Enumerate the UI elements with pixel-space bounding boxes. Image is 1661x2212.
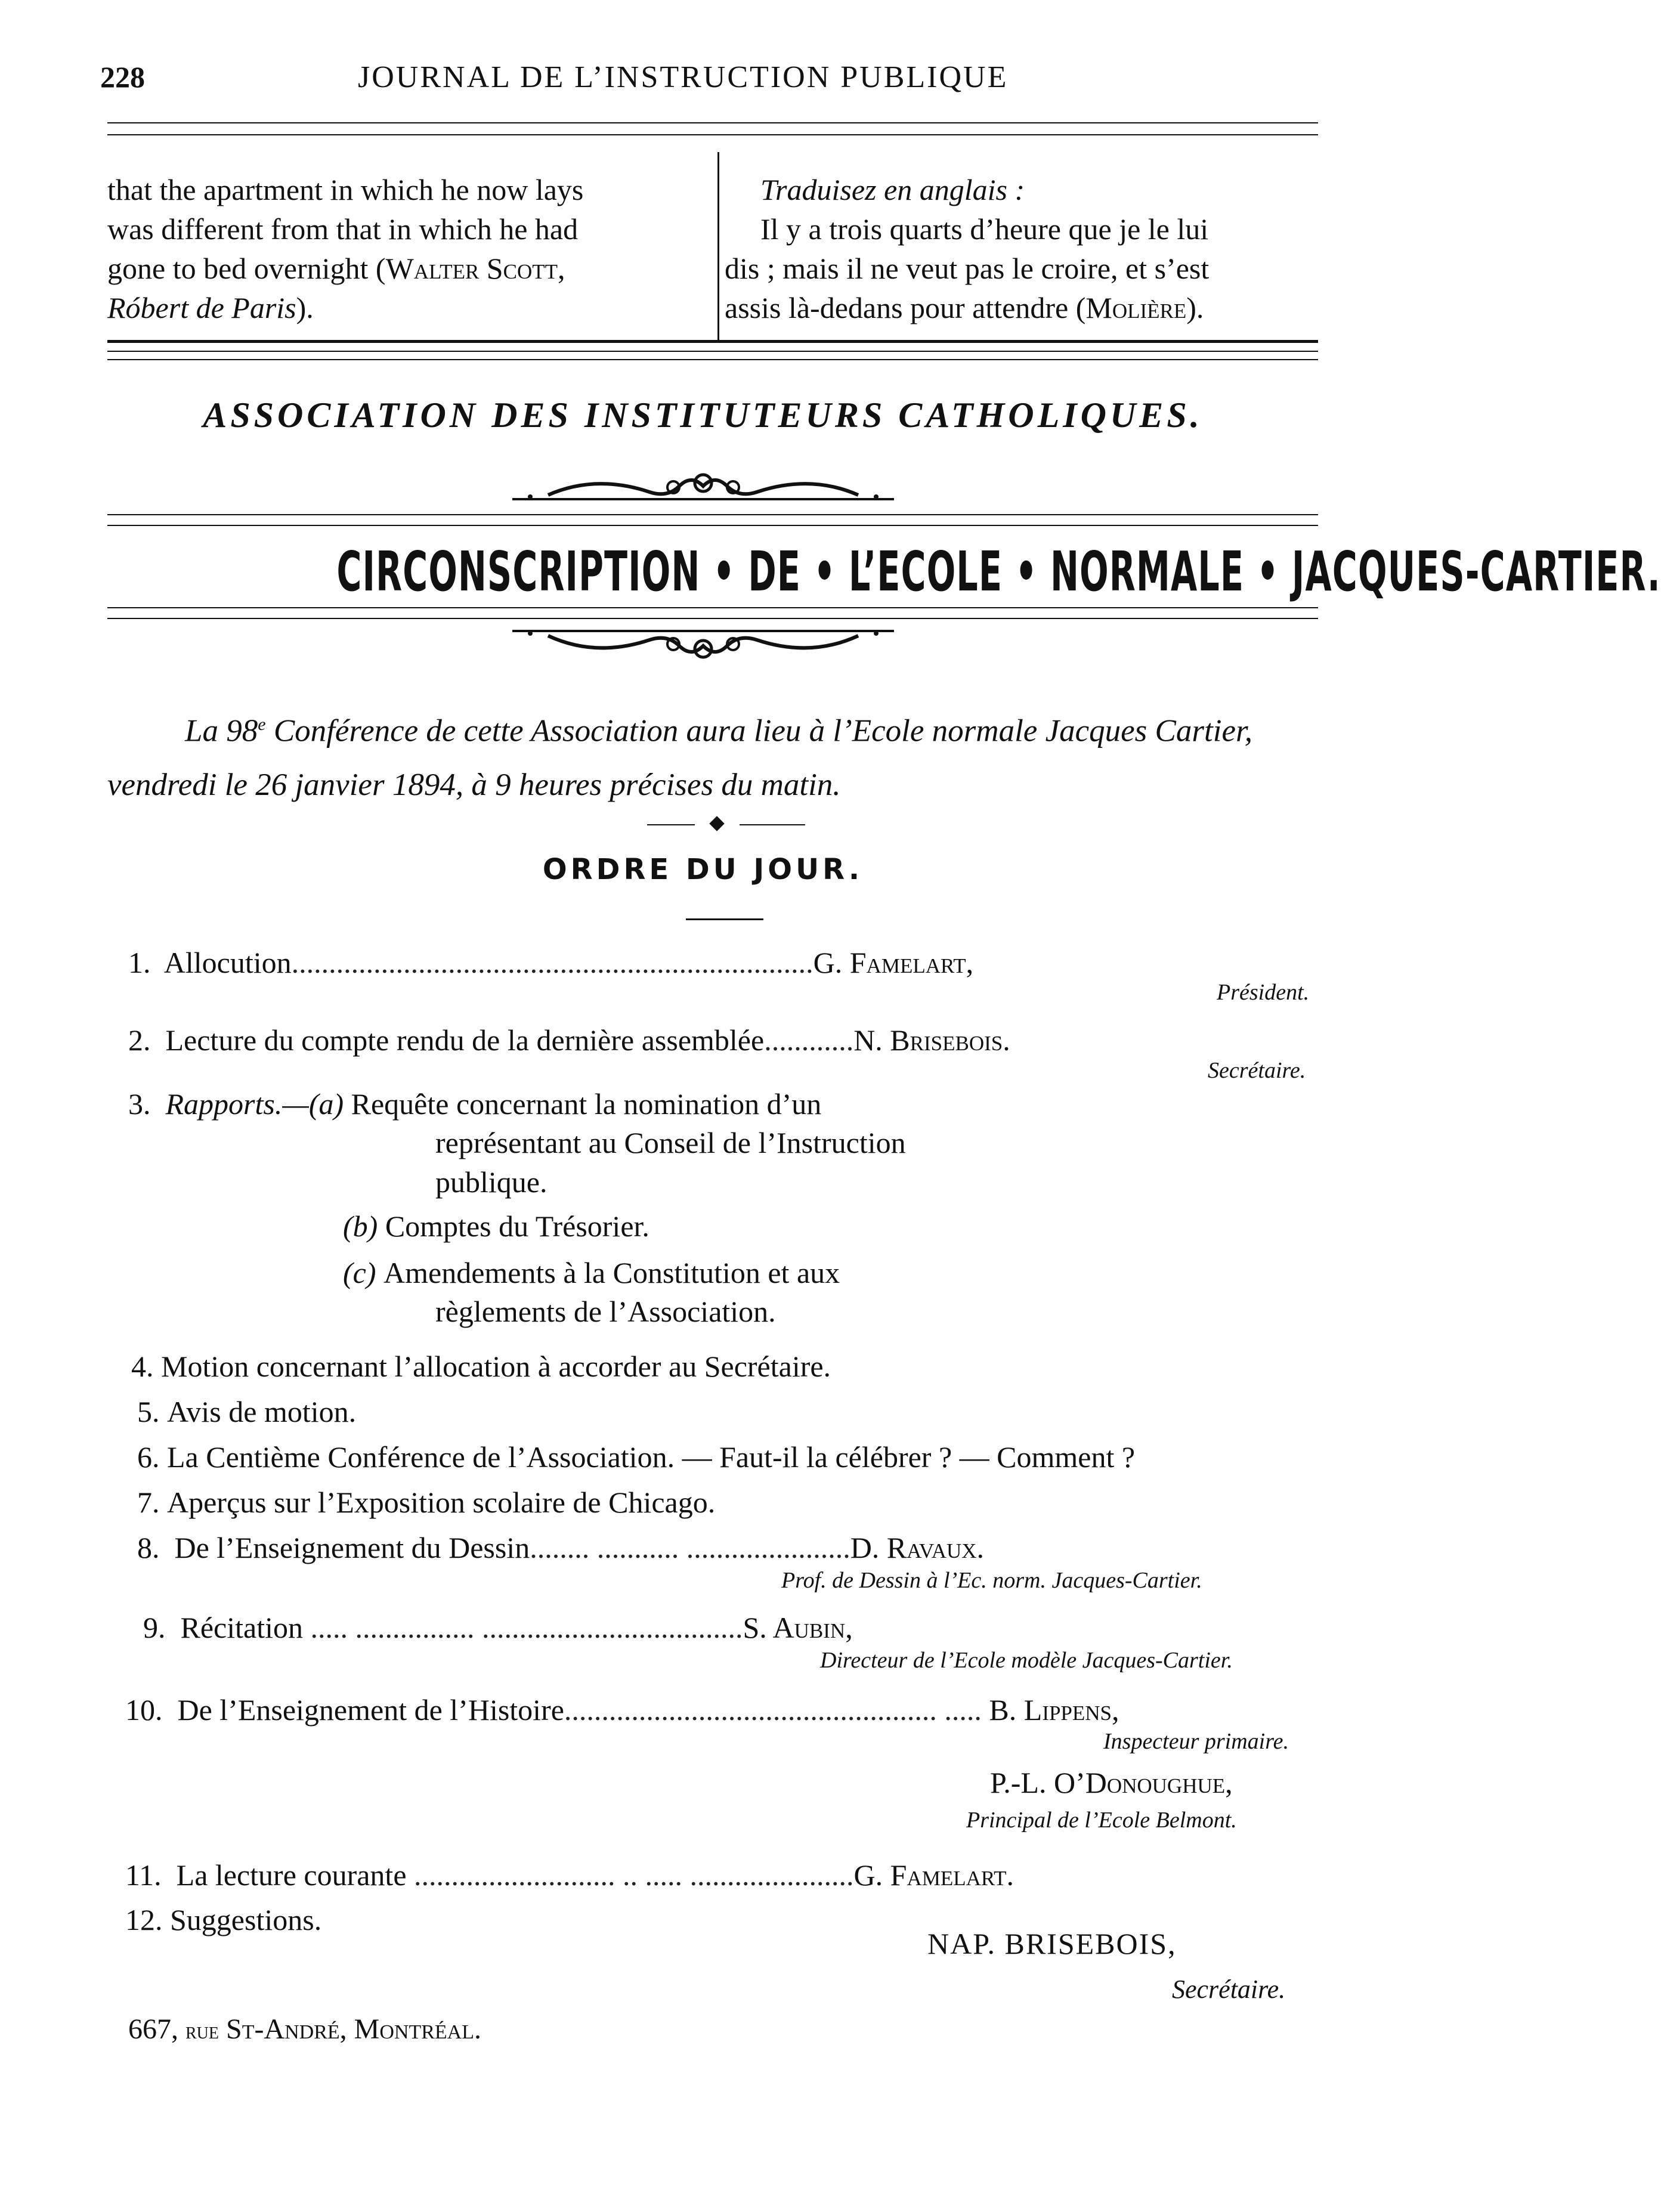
circonscription-title: CIRCONSCRIPTION • DE • L’ECOLE • NORMALE • JACQUES-CARTIER. [336,540,1661,604]
agenda-item-3c-line-2: règlements de l’Association. [435,1295,776,1328]
english-line-4: Róbert de Paris). [107,291,314,324]
page-number: 228 [100,60,145,94]
english-work: Róbert de Paris [107,291,296,324]
agenda-item-3: 3. Rapports.—(a) Requête concernant la nomination d’un [128,1087,822,1121]
english-excerpt [107,170,710,327]
scroll-ornament-icon [512,625,894,670]
ornament-bottom [0,625,1406,673]
agenda-item-3a-line-2: représentant au Conseil de l’Instruction [435,1126,906,1159]
agenda-item-12: 12. Suggestions. [125,1903,322,1936]
excerpt-rule-3 [107,359,1318,360]
agenda-item-8: 8. De l’Enseignement du Dessin........ ........... ......................D. Ravaux. [137,1531,985,1564]
agenda-item-10-role-2: Principal de l’Ecole Belmont. [966,1808,1237,1833]
agenda-item-11-person: G. Famelart. [853,1858,1014,1892]
agenda-item-8-role: Prof. de Dessin à l’Ec. norm. Jacques-Cartier. [781,1568,1202,1593]
agenda-item-3b: (b) Comptes du Trésorier. [343,1209,649,1243]
english-line-2: was different from that in which he had [107,212,579,246]
journal-title: JOURNAL DE L’INSTRUCTION PUBLIQUE [358,60,1009,94]
agenda-item-3c: (c) Amendements à la Constitution et aux [343,1256,840,1289]
translate-heading: Traduisez en anglais : [760,173,1025,206]
agenda-item-9-role: Directeur de l’Ecole modèle Jacques-Cartier. [820,1648,1233,1673]
header-rule-top [107,122,1318,123]
english-author: Walter Scott, [385,252,565,285]
scroll-ornament-icon [512,462,894,507]
association-title: ASSOCIATION DES INSTITUTEURS CATHOLIQUES. [203,395,1203,435]
agenda-item-2-role: Secrétaire. [1208,1058,1306,1083]
agenda-item-9: 9. Récitation ..... ................ ...................................S. Aubin, [143,1611,853,1644]
french-line-3: assis là-dedans pour attendre (Molière). [725,291,1204,324]
conference-announcement: La 98e Conférence de cette Association aura lieu à l’Ecole normale Jacques Cartier, vendredi le 26 janvier 1894, à 9 heures précises du matin. [107,713,1252,802]
agenda-item-8-person: D. Ravaux. [850,1531,985,1564]
circ-rule-top-1 [107,514,1318,515]
french-excerpt [725,170,1327,327]
footer-address: 667, rue St-André, Montréal. [128,2013,481,2045]
circ-rule-bottom-2 [107,618,1318,619]
signature-title: Secrétaire. [1172,1975,1286,2004]
agenda-item-2: 2. Lecture du compte rendu de la dernière assemblée............N. Brisebois. [128,1023,1010,1057]
agenda-item-6: 6. La Centième Conférence de l’Association. — Faut-il la célébrer ? — Comment ? [137,1440,1136,1474]
excerpt-rule-1 [107,340,1318,343]
english-line-3: gone to bed overnight (Walter Scott, [107,252,565,285]
agenda-item-3a-line-3: publique. [435,1165,548,1199]
diamond-icon [709,816,724,831]
agenda-item-10-person-2: P.-L. O’Donoughue, [990,1766,1233,1799]
french-author: Molière [1085,291,1187,324]
intro-separator-left [647,824,695,825]
agenda-item-10-person: B. Lippens, [989,1693,1119,1727]
header-rule-bottom [107,134,1318,135]
agenda-item-1: 1. Allocution......................................................................G. Famelart, [128,946,974,979]
agenda-title: ORDRE DU JOUR. [542,853,864,886]
ornament-top [0,462,1406,510]
agenda-item-5: 5. Avis de motion. [137,1395,357,1428]
agenda-item-7: 7. Aperçus sur l’Exposition scolaire de Chicago. [137,1486,716,1519]
circ-rule-top-2 [107,525,1318,526]
agenda-item-11: 11. La lecture courante ........................... .. ..... ......................G. Famelart. [125,1858,1014,1892]
agenda-item-10-role: Inspecteur primaire. [1103,1729,1289,1754]
french-line-1: Il y a trois quarts d’heure que je le lui [760,212,1209,246]
agenda-item-1-person: G. Famelart, [813,946,974,979]
french-line-2: dis ; mais il ne veut pas le croire, et s’est [725,252,1210,285]
agenda-item-1-role: Président. [1217,980,1310,1005]
agenda-title-underline [686,918,763,920]
agenda-item-9-person: S. Aubin, [743,1611,853,1644]
column-divider [717,152,719,340]
agenda-item-10: 10. De l’Enseignement de l’Histoire.................................................. ..... B. Lippens, [125,1693,1119,1727]
circ-rule-bottom-1 [107,607,1318,608]
excerpt-rule-2 [107,351,1318,352]
english-line-1: that the apartment in which he now lays [107,173,584,206]
intro-separator-right [740,824,805,825]
signature-name: NAP. BRISEBOIS, [927,1927,1177,1960]
agenda-item-2-person: N. Brisebois. [853,1023,1010,1057]
agenda-item-4: 4. Motion concernant l’allocation à accorder au Secrétaire. [131,1350,831,1383]
